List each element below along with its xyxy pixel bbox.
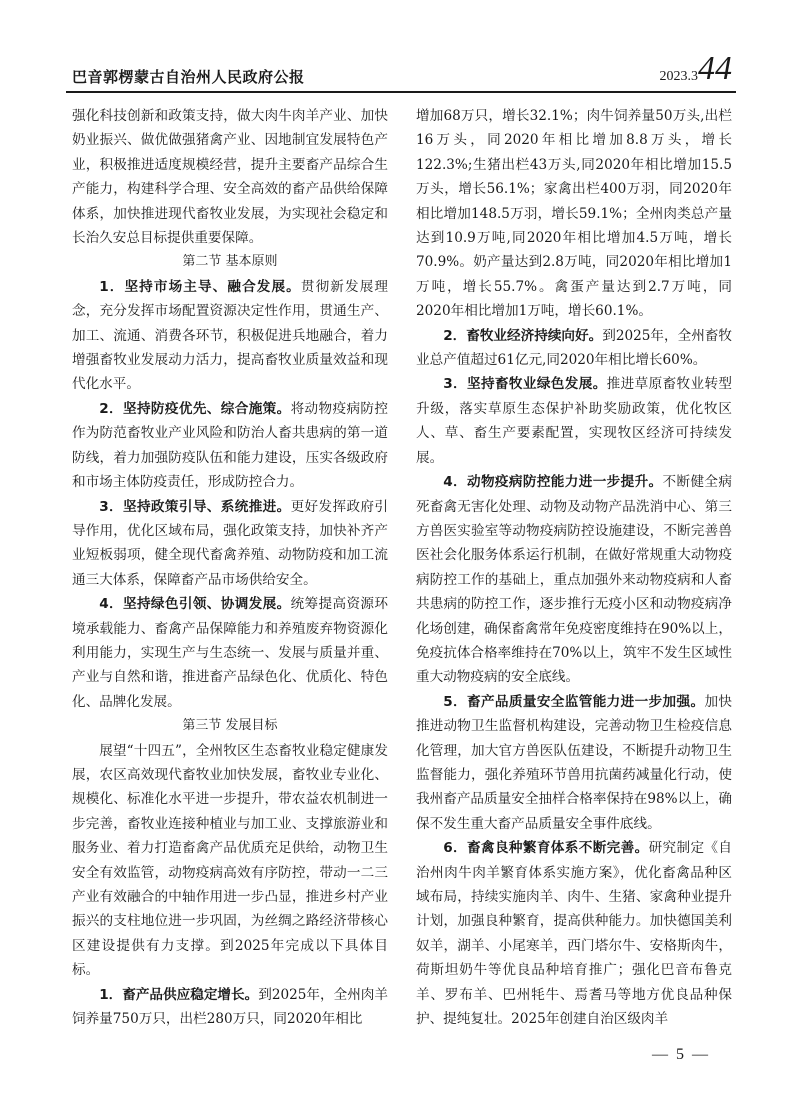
paragraph: [72, 275, 388, 397]
paragraph-body: 加快推进动物卫生监督机构建设，完善动物卫生检疫信息化管理，加大官方兽医队伍建设，不断提升动物卫生监督能力，强化养殖环节兽用抗菌药减量化行动，使我州畜产品质量安全抽样合格率保持在98%以上，确保不发生重大畜产品质量安全事件底线。: [416, 693, 732, 832]
paragraph-body: 不断健全病死畜禽无害化处理、动物及动物产品洗消中心、第三方兽医实验室等动物疫病防控设施建设，不断完善兽医社会化服务体系运行机制，在做好常规重大动物疫病防控工作的基础上，重点加强外来动物疫病和人畜共患病的防控工作，逐步推行无疫小区和动物疫病净化场创建，确保畜禽常年免疫密度维持在90%以上，免疫抗体合格率维持在70%以上，筑牢不发生区域性重大动物疫病的安全底线。: [416, 474, 732, 686]
paragraph-body: 更好发挥政府引导作用，优化区域布局，强化政策支持，加快补齐产业短板弱项，健全现代畜禽养殖、动物防疫和加工流通三大体系，保障畜产品市场供给安全。: [72, 498, 388, 588]
paragraph-lead: 4．坚持绿色引领、协调发展。: [99, 596, 291, 613]
paragraph: 增加68万只，增长32.1%；肉牛饲养量50万头,出栏16万头，同2020年相比增加8.8万头，增长122.3%;生猪出栏43万头,同2020年相比增加15.5万头，增长56.1%；家禽出栏400万羽，同2020年相比增加148.5万羽，增长59.1%；全州肉类总产量达到10.9万吨,同2020年相比增加4.5万吨，增长70.9%。奶产量达到2.8万吨，同2020年相比增加1万吨，增长55.7%。禽蛋产量达到2.7万吨，同2020年相比增加1万吨，增长60.1%。: [416, 108, 732, 320]
paragraph: [416, 470, 732, 690]
paragraph-lead: 6．畜禽良种繁育体系不断完善。: [443, 840, 649, 857]
paragraph: [416, 690, 732, 836]
paragraph: 强化科技创新和政策支持，做大肉牛肉羊产业、加快奶业振兴、做优做强猪禽产业、因地制宜发展特色产业，积极推进适度规模经营，提升主要畜产品综合生产能力，构建科学合理、安全高效的畜产品供给保障体系，加快推进现代畜牧业发展，为实现社会稳定和长治久安总目标提供重要保障。: [72, 108, 388, 247]
paragraph-body: 研究制定《自治州肉牛肉羊繁育体系实施方案》，优化畜禽品种区域布局，持续实施肉羊、肉牛、生猪、家禽种业提升计划，加强良种繁育，提高供种能力。加快德国美利奴羊，湖羊、小尾寒羊，西门塔尔牛、安格斯肉牛，荷斯坦奶牛等优良品种培育推广；强化巴音布鲁克羊、罗布羊、巴州牦牛、焉耆马等地方优良品种保护、提纯复壮。2025年创建自治区级肉羊: [416, 840, 732, 1028]
left-column: [72, 104, 388, 1031]
paragraph: [72, 495, 388, 593]
paragraph: [72, 592, 388, 714]
paragraph-body: 到2025年，全州畜牧业总产值超过61亿元,同2020年相比增长60%。: [416, 327, 732, 369]
paragraph-lead: 1．畜产品供应稳定增长。: [99, 986, 259, 1003]
paragraph-lead: 1．坚持市场主导、融合发展。: [99, 278, 301, 295]
paragraph: [72, 983, 388, 1032]
right-column: [416, 104, 732, 1031]
paragraph: 展望“十四五”，全州牧区生态畜牧业稳定健康发展，农区高效现代畜牧业加快发展，畜牧业专业化、规模化、标准化水平进一步提升，带农益农机制进一步完善，畜牧业连接种植业与加工业、支撑旅游业和服务业、着力打造畜禽产品优质充足供给，动物卫生安全有效监管，动物疫病高效有序防控，带动一二三产业有效融合的中轴作用进一步凸显，推进乡村产业振兴的支柱地位进一步巩固，为丝绸之路经济带核心区建设提供有力支撑。到2025年完成以下具体目标。: [72, 742, 388, 979]
paragraph-lead: 3．坚持畜牧业绿色发展。: [443, 376, 607, 393]
paragraph-lead: 2．畜牧业经济持续向好。: [443, 327, 603, 344]
paragraph-lead: 5．畜产品质量安全监管能力进一步加强。: [443, 693, 705, 710]
paragraph-lead: 2．坚持防疫优先、综合施策。: [99, 400, 291, 417]
paragraph: [416, 836, 732, 1031]
journal-header: [72, 50, 732, 90]
paragraph: [416, 372, 732, 470]
paragraph-body: 将动物疫病防控作为防范畜牧业产业风险和防治人畜共患病的第一道防线，着力加强防疫队伍和能力建设，压实各级政府和市场主体防疫责任，形成防控合力。: [72, 400, 388, 491]
issue-date: 2023.3: [659, 69, 698, 84]
paragraph-body: 到2025年，全州肉羊饲养量750万只，出栏280万只，同2020年相比: [72, 986, 388, 1028]
section-heading: 第二节 基本原则: [182, 254, 278, 270]
paragraph-body: 统筹提高资源环境承载能力、畜禽产品保障能力和养殖废弃物资源化利用能力，实现生产与生态统一、发展与质量并重、产业与自然和谐，推进畜产品绿色化、优质化、特色化、品牌化发展。: [72, 596, 388, 710]
header-rule: [66, 91, 736, 93]
journal-title: 巴音郭楞蒙古自治州人民政府公报: [72, 68, 305, 86]
paragraph-lead: 4．动物疫病防控能力进一步提升。: [443, 474, 663, 491]
paragraph: [416, 324, 732, 373]
paragraph: [72, 397, 388, 495]
page-number: — 5 —: [652, 1046, 710, 1063]
paragraph-body: 推进草原畜牧业转型升级，落实草原生态保护补助奖励政策，优化牧区人、草、畜生产要素配置，实现牧区经济可持续发展。: [416, 376, 733, 466]
paragraph-body: 贯彻新发展理念，充分发挥市场配置资源决定性作用，贯通生产、加工、流通、消费各环节，积极促进兵地融合，着力增强畜牧业发展动力活力，提高畜牧业质量效益和现代化水平。: [72, 278, 388, 393]
section-heading: 第三节 发展目标: [182, 718, 278, 734]
issue-number: 44: [698, 50, 732, 87]
paragraph-lead: 3．坚持政策引导、系统推进。: [99, 498, 291, 515]
